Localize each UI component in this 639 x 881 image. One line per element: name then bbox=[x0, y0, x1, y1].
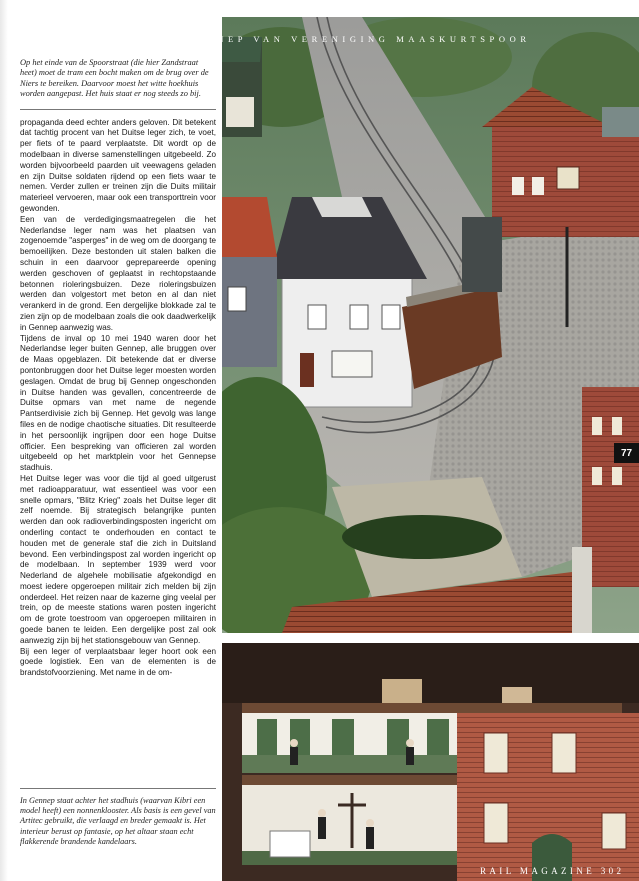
caption-divider-bottom bbox=[20, 788, 216, 789]
article-paragraph: Een van de verdedigingsmaatregelen die het Nederlandse leger nam was het plaatsen van zogenoemde "asperges" in de weg om de doorgang te bemoeilijken. Deze bestonden uit stalen balken die schuin in een daarvoor geprepareerde opening werden geschoven of geplaatst in rechtopstaande betonnen rioleringsbuizen. Deze rioleringsbuizen werden dan volgestort met beton en al dan niet verankerd in de grond. Een dergelijke blokkade zal te zien zijn op de modelbaan zoals die ook daadwerkelijk in Gennep aanwezig was. bbox=[20, 214, 216, 332]
page-number: 77 bbox=[614, 443, 639, 463]
photo-convent-interior-model bbox=[222, 643, 639, 881]
page-spine-shadow bbox=[0, 0, 8, 881]
photo-model-railway-street bbox=[222, 17, 639, 633]
article-paragraph: Het Duitse leger was voor die tijd al goed uitgerust met radioapparatuur, wat essentieel was voor een snelle opmars, "Blitz Krieg" zoals het Duitse leger dit zelf noemde. Bij strategisch belangrijke punten werden dan ook radioverbindingsposten ingericht om onderling contact te onderhouden en contact te houden met de generale staf die zich in Duitsland bevond. Een verbindingspost zal worden ingericht op de modelbaan. In september 1939 werd voor Nederland de algehele mobilisatie afgekondigd en moest iedere opgeroepen militair zich melden bij zijn onderdeel. Het reizen naar de kazerne ging veelal per trein, op de meeste stations waren posten ingericht om de grote toestroom van opgeroepen militairen in goede banen te leiden. Een dergelijke post zal ook aanwezig zijn bij het stationsgebouw van Gennep. bbox=[20, 473, 216, 645]
article-text-column bbox=[20, 58, 216, 679]
photo-caption-top: Op het einde van de Spoorstraat (die hier Zandstraat heet) moet de tram een bocht maken om de brug over de Niers te bereiken. Daarvoor moest het witte hoekhuis worden aangepast. Het huis staat er nog steeds zo bij. bbox=[20, 58, 209, 99]
article-paragraph: propaganda deed echter anders geloven. Dit betekent dat tachtig procent van het Duitse leger zich, te voet, per fiets of te paard verplaatste. Dit wordt op de modelbaan in diverse samenstellingen uitgebeeld. Zo worden bijvoorbeeld paarden uit veewagens geladen en zijn Duitse soldaten rijdend op een fiets waar te nemen. Verder zullen er treinen zijn die Duits militair materieel vervoeren, maar ook een transporttrein voor gewonden. bbox=[20, 117, 216, 213]
running-header: GENNEP VAN VERENIGING MAASKURTSPOOR bbox=[186, 34, 531, 44]
article-paragraph: Tijdens de inval op 10 mei 1940 waren door het Nederlandse leger buiten Gennep, alle bruggen over de Maas opgeblazen. Dit betekende dat er diverse pontonbruggen door het Duitse leger moesten worden geslagen. Omdat de brug bij Gennep ongeschonden in Duitse handen was gevallen, concentreerde de Duitse opmars van met name de negende Pantserdivisie zich bij Gennep. Het gevolg was lange files en de nodige chaotische situaties. Dit resulteerde in het persoonlijk ingrijpen door een hoge Duitse officier. Een bespreking van officieren zal worden uitgebeeld op het marktplein voor het Gennepse stadhuis. bbox=[20, 333, 216, 473]
article-paragraph: Bij een leger of verplaatsbaar leger hoort ook een goede logistiek. Een van de elementen is de brandstofvoorziening. Met name in de om- bbox=[20, 646, 216, 678]
photo-caption-bottom: In Gennep staat achter het stadhuis (waarvan Kibri een model heeft) een nonnenklooster. Als basis is een gevel van Artitec gebruikt, die verlaagd en breder gemaakt is. Het interieur berust op fantasie, op het altaar staan echt flakkerende brandende kandelaars. bbox=[20, 796, 216, 846]
running-footer: RAIL MAGAZINE 302 bbox=[480, 866, 625, 876]
caption-divider bbox=[20, 109, 216, 110]
